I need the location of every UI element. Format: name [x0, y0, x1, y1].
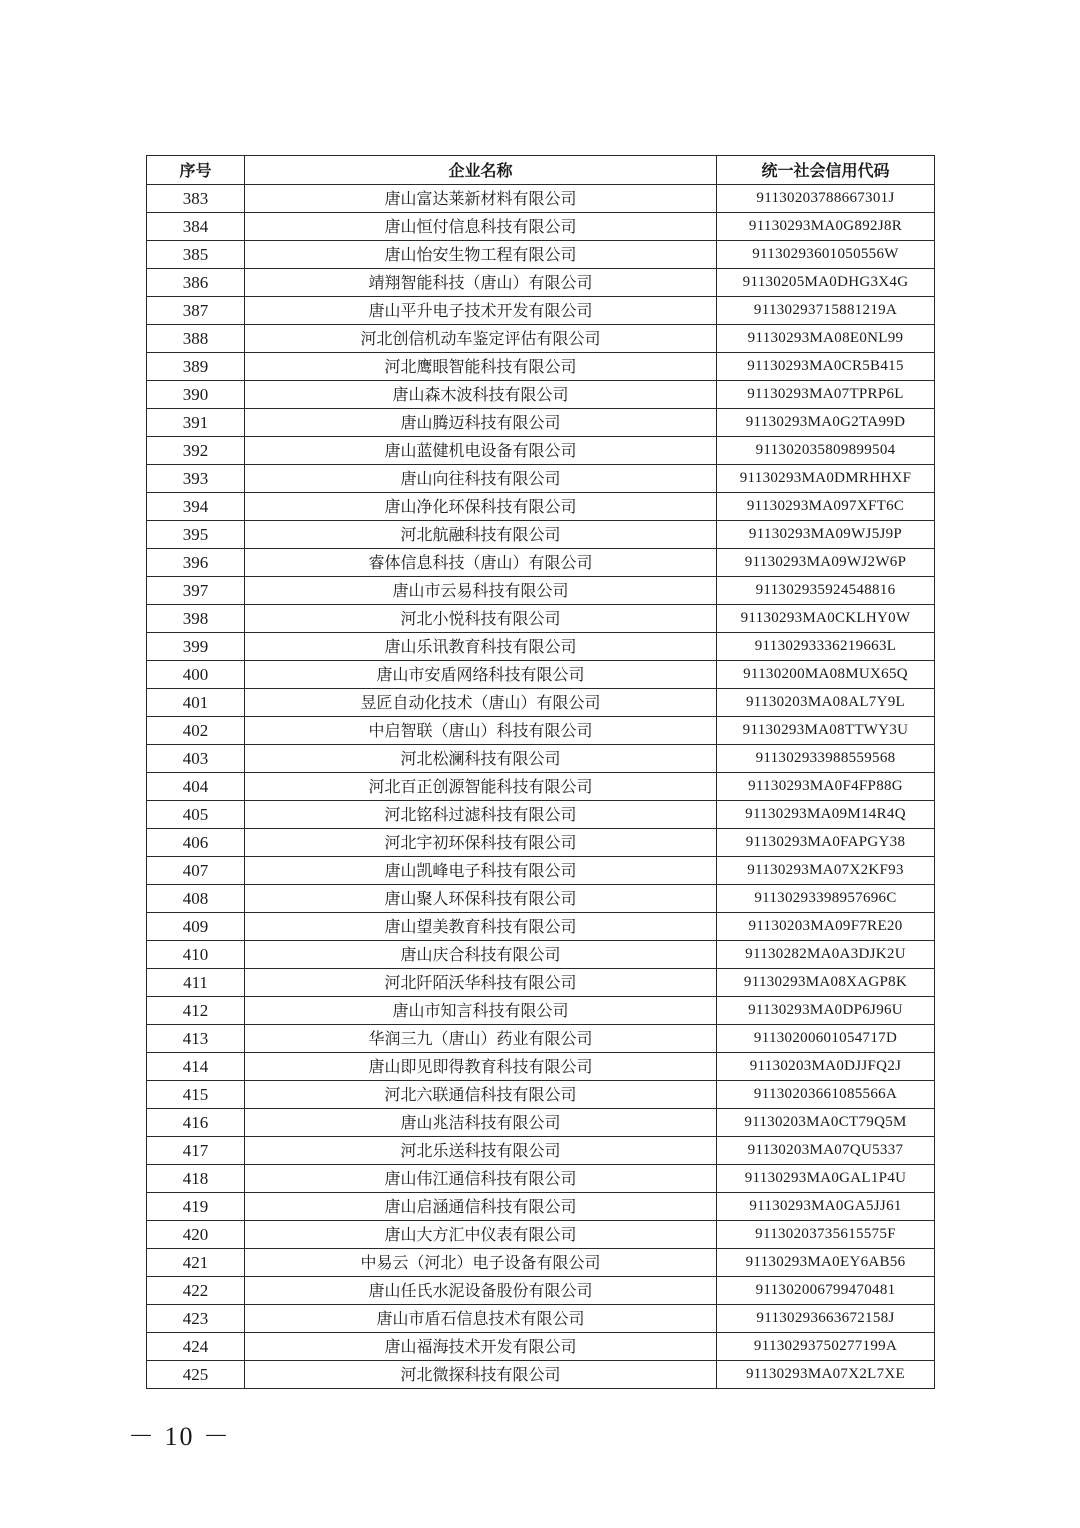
- serial-number-cell: 386: [147, 269, 245, 297]
- company-name-cell: 唐山市云易科技有限公司: [245, 577, 717, 605]
- serial-number-cell: 389: [147, 353, 245, 381]
- table-row: [147, 493, 935, 521]
- credit-code-cell: 91130203788667301J: [717, 185, 935, 213]
- credit-code-cell: 91130293MA0GA5JJ61: [717, 1193, 935, 1221]
- table-row: [147, 269, 935, 297]
- serial-number-cell: 419: [147, 1193, 245, 1221]
- table-row: [147, 801, 935, 829]
- table-row: [147, 213, 935, 241]
- credit-code-cell: 91130293MA0EY6AB56: [717, 1249, 935, 1277]
- company-name-cell: 唐山市盾石信息技术有限公司: [245, 1305, 717, 1333]
- company-name-cell: 唐山蓝健机电设备有限公司: [245, 437, 717, 465]
- serial-number-cell: 411: [147, 969, 245, 997]
- credit-code-cell: 91130293MA0DMRHHXF: [717, 465, 935, 493]
- company-name-cell: 唐山任氏水泥设备股份有限公司: [245, 1277, 717, 1305]
- company-name-cell: 唐山腾迈科技有限公司: [245, 409, 717, 437]
- credit-code-cell: 91130293715881219A: [717, 297, 935, 325]
- table-row: [147, 241, 935, 269]
- company-name-cell: 唐山福海技术开发有限公司: [245, 1333, 717, 1361]
- table-row: [147, 1081, 935, 1109]
- company-name-cell: 唐山凯峰电子科技有限公司: [245, 857, 717, 885]
- company-name-cell: 河北鹰眼智能科技有限公司: [245, 353, 717, 381]
- serial-number-cell: 423: [147, 1305, 245, 1333]
- company-name-cell: 河北铭科过滤科技有限公司: [245, 801, 717, 829]
- serial-number-cell: 425: [147, 1361, 245, 1389]
- credit-code-cell: 91130205MA0DHG3X4G: [717, 269, 935, 297]
- table-row: [147, 1277, 935, 1305]
- serial-number-cell: 393: [147, 465, 245, 493]
- table-row: [147, 1305, 935, 1333]
- company-name-cell: 唐山富达莱新材料有限公司: [245, 185, 717, 213]
- company-name-cell: 唐山恒付信息科技有限公司: [245, 213, 717, 241]
- table-row: [147, 605, 935, 633]
- credit-code-cell: 91130293MA0G2TA99D: [717, 409, 935, 437]
- header-company-name: 企业名称: [245, 156, 717, 185]
- company-name-cell: 唐山市安盾网络科技有限公司: [245, 661, 717, 689]
- serial-number-cell: 384: [147, 213, 245, 241]
- credit-code-cell: 91130293MA097XFT6C: [717, 493, 935, 521]
- credit-code-cell: 911302006799470481: [717, 1277, 935, 1305]
- serial-number-cell: 394: [147, 493, 245, 521]
- company-name-cell: 唐山即见即得教育科技有限公司: [245, 1053, 717, 1081]
- table-row: [147, 1249, 935, 1277]
- company-name-cell: 河北阡陌沃华科技有限公司: [245, 969, 717, 997]
- credit-code-cell: 91130293MA0G892J8R: [717, 213, 935, 241]
- table-row: [147, 1109, 935, 1137]
- serial-number-cell: 390: [147, 381, 245, 409]
- table-header: [147, 156, 935, 185]
- table-row: [147, 185, 935, 213]
- credit-code-cell: 91130293MA07X2L7XE: [717, 1361, 935, 1389]
- credit-code-cell: 91130203MA08AL7Y9L: [717, 689, 935, 717]
- table-row: [147, 437, 935, 465]
- company-name-cell: 唐山市知言科技有限公司: [245, 997, 717, 1025]
- table-row: [147, 1165, 935, 1193]
- serial-number-cell: 391: [147, 409, 245, 437]
- serial-number-cell: 392: [147, 437, 245, 465]
- serial-number-cell: 397: [147, 577, 245, 605]
- serial-number-cell: 385: [147, 241, 245, 269]
- serial-number-cell: 406: [147, 829, 245, 857]
- credit-code-cell: 91130293MA0CKLHY0W: [717, 605, 935, 633]
- credit-code-cell: 91130293663672158J: [717, 1305, 935, 1333]
- credit-code-cell: 911302035809899504: [717, 437, 935, 465]
- company-name-cell: 睿体信息科技（唐山）有限公司: [245, 549, 717, 577]
- company-name-cell: 河北百正创源智能科技有限公司: [245, 773, 717, 801]
- company-name-cell: 唐山庆合科技有限公司: [245, 941, 717, 969]
- company-name-cell: 唐山伟江通信科技有限公司: [245, 1165, 717, 1193]
- company-name-cell: 唐山聚人环保科技有限公司: [245, 885, 717, 913]
- serial-number-cell: 401: [147, 689, 245, 717]
- company-name-cell: 昱匠自动化技术（唐山）有限公司: [245, 689, 717, 717]
- credit-code-cell: 91130293MA09M14R4Q: [717, 801, 935, 829]
- company-name-cell: 唐山兆洁科技有限公司: [245, 1109, 717, 1137]
- serial-number-cell: 417: [147, 1137, 245, 1165]
- serial-number-cell: 388: [147, 325, 245, 353]
- table-row: [147, 689, 935, 717]
- credit-code-cell: 91130293MA09WJ2W6P: [717, 549, 935, 577]
- company-name-cell: 唐山怡安生物工程有限公司: [245, 241, 717, 269]
- table-row: [147, 717, 935, 745]
- serial-number-cell: 415: [147, 1081, 245, 1109]
- enterprise-table: [146, 155, 935, 1389]
- table-row: [147, 1221, 935, 1249]
- serial-number-cell: 409: [147, 913, 245, 941]
- credit-code-cell: 91130203MA0CT79Q5M: [717, 1109, 935, 1137]
- table-row: [147, 1333, 935, 1361]
- serial-number-cell: 402: [147, 717, 245, 745]
- table-row: [147, 325, 935, 353]
- credit-code-cell: 91130293398957696C: [717, 885, 935, 913]
- credit-code-cell: 91130293MA0F4FP88G: [717, 773, 935, 801]
- table-row: [147, 745, 935, 773]
- company-name-cell: 唐山向往科技有限公司: [245, 465, 717, 493]
- table-row: [147, 297, 935, 325]
- company-name-cell: 唐山平升电子技术开发有限公司: [245, 297, 717, 325]
- credit-code-cell: 91130293336219663L: [717, 633, 935, 661]
- company-name-cell: 中易云（河北）电子设备有限公司: [245, 1249, 717, 1277]
- table-row: [147, 661, 935, 689]
- table-row: [147, 1053, 935, 1081]
- table-row: [147, 829, 935, 857]
- company-name-cell: 河北宇初环保科技有限公司: [245, 829, 717, 857]
- table-row: [147, 633, 935, 661]
- credit-code-cell: 91130293MA07X2KF93: [717, 857, 935, 885]
- serial-number-cell: 420: [147, 1221, 245, 1249]
- serial-number-cell: 400: [147, 661, 245, 689]
- table-row: [147, 353, 935, 381]
- company-name-cell: 华润三九（唐山）药业有限公司: [245, 1025, 717, 1053]
- credit-code-cell: 91130293MA0GAL1P4U: [717, 1165, 935, 1193]
- serial-number-cell: 407: [147, 857, 245, 885]
- serial-number-cell: 410: [147, 941, 245, 969]
- serial-number-cell: 416: [147, 1109, 245, 1137]
- company-name-cell: 中启智联（唐山）科技有限公司: [245, 717, 717, 745]
- serial-number-cell: 424: [147, 1333, 245, 1361]
- credit-code-cell: 91130203MA0DJJFQ2J: [717, 1053, 935, 1081]
- serial-number-cell: 408: [147, 885, 245, 913]
- credit-code-cell: 91130203MA07QU5337: [717, 1137, 935, 1165]
- credit-code-cell: 91130203661085566A: [717, 1081, 935, 1109]
- company-name-cell: 靖翔智能科技（唐山）有限公司: [245, 269, 717, 297]
- table-row: [147, 885, 935, 913]
- serial-number-cell: 403: [147, 745, 245, 773]
- credit-code-cell: 91130293MA0CR5B415: [717, 353, 935, 381]
- company-name-cell: 河北松澜科技有限公司: [245, 745, 717, 773]
- table-row: [147, 465, 935, 493]
- table-row: [147, 1361, 935, 1389]
- company-name-cell: 唐山乐讯教育科技有限公司: [245, 633, 717, 661]
- credit-code-cell: 91130293MA08TTWY3U: [717, 717, 935, 745]
- serial-number-cell: 396: [147, 549, 245, 577]
- credit-code-cell: 91130293MA08XAGP8K: [717, 969, 935, 997]
- credit-code-cell: 91130293MA0FAPGY38: [717, 829, 935, 857]
- serial-number-cell: 383: [147, 185, 245, 213]
- table-row: [147, 409, 935, 437]
- table-row: [147, 941, 935, 969]
- serial-number-cell: 414: [147, 1053, 245, 1081]
- company-name-cell: 河北乐送科技有限公司: [245, 1137, 717, 1165]
- serial-number-cell: 422: [147, 1277, 245, 1305]
- serial-number-cell: 404: [147, 773, 245, 801]
- header-serial-number: 序号: [147, 156, 245, 185]
- credit-code-cell: 91130293750277199A: [717, 1333, 935, 1361]
- table-row: [147, 913, 935, 941]
- credit-code-cell: 91130200MA08MUX65Q: [717, 661, 935, 689]
- credit-code-cell: 91130293601050556W: [717, 241, 935, 269]
- table-row: [147, 857, 935, 885]
- credit-code-cell: 91130293MA08E0NL99: [717, 325, 935, 353]
- company-name-cell: 河北航融科技有限公司: [245, 521, 717, 549]
- table-row: [147, 1025, 935, 1053]
- credit-code-cell: 91130200601054717D: [717, 1025, 935, 1053]
- credit-code-cell: 91130293MA09WJ5J9P: [717, 521, 935, 549]
- credit-code-cell: 91130293MA0DP6J96U: [717, 997, 935, 1025]
- company-name-cell: 河北创信机动车鉴定评估有限公司: [245, 325, 717, 353]
- company-name-cell: 河北六联通信科技有限公司: [245, 1081, 717, 1109]
- serial-number-cell: 413: [147, 1025, 245, 1053]
- company-name-cell: 唐山启涵通信科技有限公司: [245, 1193, 717, 1221]
- serial-number-cell: 387: [147, 297, 245, 325]
- credit-code-cell: 911302935924548816: [717, 577, 935, 605]
- company-name-cell: 唐山大方汇中仪表有限公司: [245, 1221, 717, 1249]
- header-row: [147, 156, 935, 185]
- serial-number-cell: 405: [147, 801, 245, 829]
- table-row: [147, 969, 935, 997]
- company-name-cell: 河北小悦科技有限公司: [245, 605, 717, 633]
- company-name-cell: 河北微探科技有限公司: [245, 1361, 717, 1389]
- table-row: [147, 773, 935, 801]
- serial-number-cell: 421: [147, 1249, 245, 1277]
- table-row: [147, 997, 935, 1025]
- company-name-cell: 唐山森木波科技有限公司: [245, 381, 717, 409]
- serial-number-cell: 395: [147, 521, 245, 549]
- table-row: [147, 381, 935, 409]
- header-credit-code: 统一社会信用代码: [717, 156, 935, 185]
- table-row: [147, 577, 935, 605]
- serial-number-cell: 418: [147, 1165, 245, 1193]
- serial-number-cell: 412: [147, 997, 245, 1025]
- table-row: [147, 521, 935, 549]
- table-row: [147, 1193, 935, 1221]
- credit-code-cell: 91130203735615575F: [717, 1221, 935, 1249]
- credit-code-cell: 91130203MA09F7RE20: [717, 913, 935, 941]
- credit-code-cell: 91130293MA07TPRP6L: [717, 381, 935, 409]
- company-name-cell: 唐山望美教育科技有限公司: [245, 913, 717, 941]
- serial-number-cell: 398: [147, 605, 245, 633]
- table-body: [147, 185, 935, 1389]
- serial-number-cell: 399: [147, 633, 245, 661]
- credit-code-cell: 91130282MA0A3DJK2U: [717, 941, 935, 969]
- table-row: [147, 549, 935, 577]
- credit-code-cell: 911302933988559568: [717, 745, 935, 773]
- company-name-cell: 唐山净化环保科技有限公司: [245, 493, 717, 521]
- table-row: [147, 1137, 935, 1165]
- page-number: － 10 －: [128, 1422, 232, 1451]
